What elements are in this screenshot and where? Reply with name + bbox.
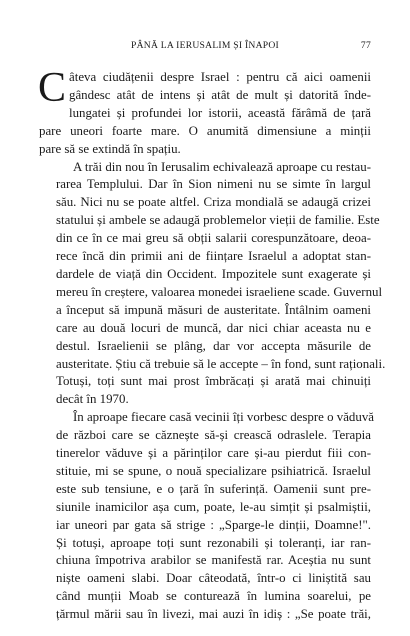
text-line: pare să se extindă în spațiu. bbox=[39, 141, 181, 156]
text-line: mereu în creștere, valoarea monedei israeliene scade. Guvernul bbox=[56, 284, 383, 299]
text-line: gândesc atât de intens și atât de mult și datorită înde- bbox=[69, 87, 371, 102]
text-line: austeritate. Știu că trebuie să le accepte – în fond, sunt raționali. bbox=[56, 356, 386, 371]
text-line: Totuși, toți sunt mai prost îmbrăcați și arată mai chinuiți bbox=[56, 374, 371, 389]
text-line: rarea Templului. Dar în Sion nimeni nu se simte în largul bbox=[56, 177, 371, 192]
paragraph-1 bbox=[38, 65, 371, 159]
text-line: țărmul mării sau în livezi, mai auzi în idiș : „Se poate trăi, bbox=[56, 607, 371, 622]
body-text bbox=[38, 65, 386, 624]
text-line: de război care se căznește să-și crească odraslele. Terapia bbox=[56, 428, 371, 443]
text-line: tinerelor văduve și a părinților care și-au pierdut fiii con- bbox=[56, 446, 371, 461]
paragraph-2 bbox=[39, 159, 386, 410]
page-number: 77 bbox=[360, 40, 371, 51]
text-line: statului și ambele se adaugă problemelor vieții de familie. Este bbox=[56, 213, 380, 228]
running-title: PÂNĂ LA IERUSALIM ȘI ÎNAPOI bbox=[131, 40, 279, 51]
running-head bbox=[39, 40, 371, 54]
text-line: A trăi din nou în Ierusalim echivalează aproape cu restau- bbox=[73, 159, 371, 174]
text-line: În aproape fiecare casă vecinii îți vorbesc despre o văduvă bbox=[73, 410, 374, 425]
text-line: chiuna împotriva arabilor se manifestă rar. Aceștia nu sunt bbox=[56, 553, 371, 568]
text-line: niște oameni slabi. Doar câteodată, într-o ci liniștită sau bbox=[56, 571, 371, 586]
drop-cap: C bbox=[38, 65, 67, 111]
text-line: a început să impună măsuri de austeritate. Întâlnim oameni bbox=[56, 302, 371, 317]
text-line: Și totuși, aproape toți sunt rezonabili și toleranți, iar ran- bbox=[56, 535, 371, 550]
text-line: destul. Israelienii se plâng, dar vor accepta măsurile de bbox=[56, 338, 371, 353]
text-line: când munții Moab se conturează în lumina soarelui, pe bbox=[56, 589, 371, 604]
text-line: pare uneori foarte mare. O anumită dimensiune a minții bbox=[39, 123, 371, 138]
text-line: stituie, mi se spune, o nouă specializare psihiatrică. Israelul bbox=[56, 463, 371, 478]
text-line: decât în 1970. bbox=[56, 392, 129, 407]
text-line: care au două locuri de muncă, dar nici chiar aceasta nu e bbox=[56, 320, 371, 335]
text-line: lungatei și profundei lor istorii, această fărâmă de țară bbox=[69, 105, 371, 120]
text-line: este sub tensiune, e o țară în suferință. Oamenii sunt pre- bbox=[56, 481, 371, 496]
text-line: siunile inamicilor așa cum, poate, le-au simțit și psalmiștii, bbox=[56, 499, 371, 514]
text-line: rece încă din primii ani de ființare Israelul a adoptat stan- bbox=[56, 249, 371, 264]
text-line: din ce în ce mai greu să obții salarii corespunzătoare, deoa- bbox=[56, 231, 371, 246]
text-line: iar uneori par gata să strige : „Sparge-le dinții, Doamne!". bbox=[56, 517, 371, 532]
paragraph-3 bbox=[39, 409, 374, 624]
text-line: âteva ciudățenii despre Israel : pentru că aici oamenii bbox=[69, 70, 371, 84]
text-line: său. Nici nu se poate altfel. Criza mondială se adaugă crizei bbox=[56, 195, 371, 210]
text-line: dardele de viață din Occident. Impozitele sunt exagerate și bbox=[56, 266, 371, 281]
